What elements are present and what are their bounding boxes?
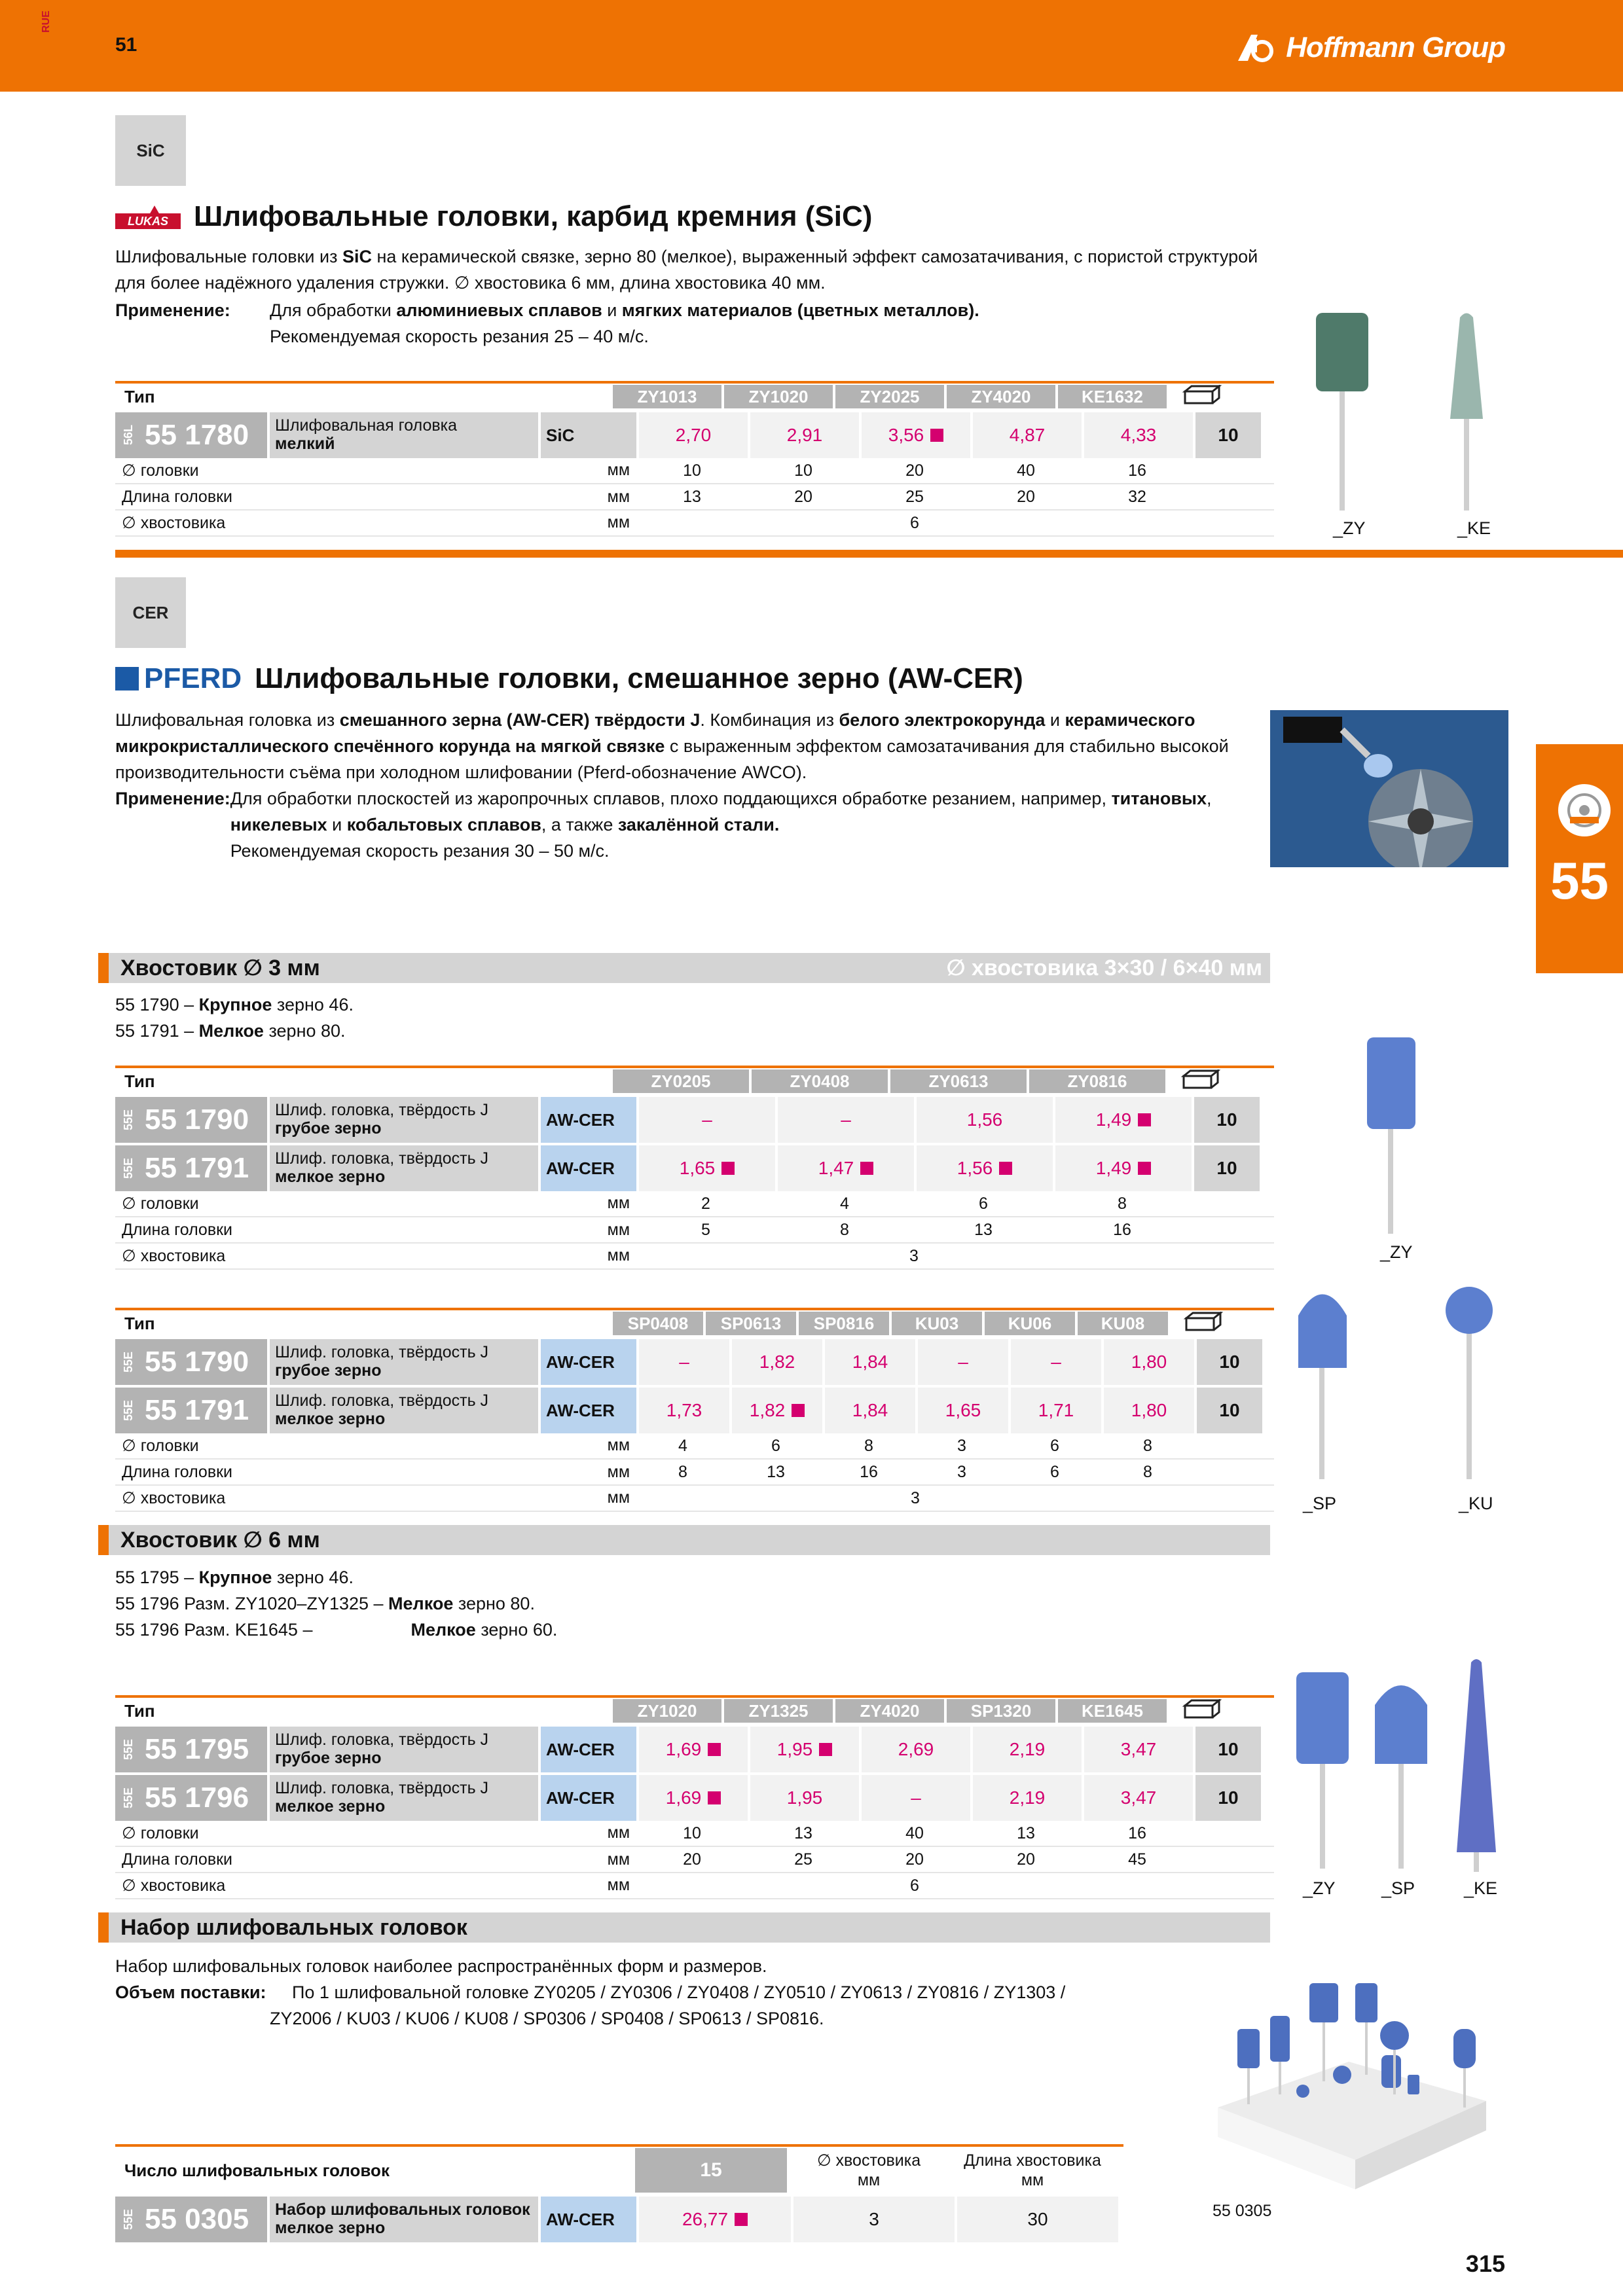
pack-quantity: 10 <box>1197 1339 1262 1385</box>
dimension-value: 20 <box>683 1850 701 1869</box>
dimension-label: ∅ хвостовика мм <box>122 1876 630 1895</box>
material-code: AW-CER <box>541 1727 636 1772</box>
price: 3,47 <box>1084 1727 1193 1772</box>
product-table-set: Число шлифовальных головок 15 ∅ хвостовика мм Длина хвостовика мм 55E 55 0305 Набор шлифовальных головок мелкое зерно AW-CER 26,77 3 30 <box>115 2144 1123 2242</box>
dimension-value: 40 <box>1017 461 1035 480</box>
dimension-value: 20 <box>905 1850 924 1869</box>
price: 1,80 <box>1104 1339 1194 1385</box>
price: 1,69 <box>639 1775 748 1821</box>
product-description: Шлиф. головка, твёрдость J грубое зерно <box>270 1727 538 1772</box>
product-image-set <box>1205 1964 1493 2199</box>
dimension-row <box>115 1433 1274 1460</box>
dimension-value: 6 <box>910 513 919 532</box>
application-photo <box>1270 710 1508 867</box>
column-header: ZY4020 <box>947 385 1055 408</box>
price: 26,77 <box>639 2197 791 2242</box>
dimension-value: 6 <box>1050 1462 1059 1481</box>
product-table-sic <box>115 381 1274 537</box>
column-header: ZY4020 <box>835 1699 944 1723</box>
price: 3,56 <box>862 412 970 458</box>
dimension-label: Длина головки мм <box>122 1850 630 1869</box>
dimension-value: 45 <box>1128 1850 1146 1869</box>
package-icon <box>1169 385 1235 408</box>
dimension-value: 20 <box>794 487 812 506</box>
dimension-row <box>115 1847 1274 1873</box>
material-code: SiC <box>541 412 636 458</box>
dimension-value: 8 <box>678 1462 687 1481</box>
column-header: ZY2025 <box>835 385 944 408</box>
dimension-value: 2 <box>701 1194 710 1213</box>
article-number: 55E 55 1791 <box>115 1388 267 1433</box>
cer-description: Шлифовальная головка из смешанного зерна (AW-CER) твёрдости J. Комбинация из белого электрокорунда и керамического микрокристаллического спечённого корунда на мягкой связке с выраженным эффектом самозатачивания для стабильно высокой производительности съёма при холодном шлифовании (Pferd-обозначение AWCO). <box>115 710 1229 782</box>
price: 1,69 <box>639 1727 748 1772</box>
pferd-logo: PFERD <box>115 662 242 695</box>
package-icon <box>1169 1699 1235 1723</box>
dimension-value: 20 <box>905 461 924 480</box>
dimension-row <box>115 511 1274 537</box>
price: 2,19 <box>973 1775 1082 1821</box>
dimension-row <box>115 1460 1274 1486</box>
column-header: SP0613 <box>706 1312 796 1335</box>
product-image-zy <box>1362 1037 1421 1234</box>
price: – <box>918 1339 1008 1385</box>
table-header <box>115 384 1274 410</box>
sic-description: Шлифовальные головки из SiC на керамической связке, зерно 80 (мелкое), выраженный эффект самозатачивания, с пористой структурой для более надёжного удаления стружки. ∅ хвостовика 6 мм, длина хвостовика 40 мм. <box>115 247 1258 293</box>
table-row <box>115 1145 1274 1191</box>
product-image-ke <box>1450 1656 1503 1872</box>
price: 2,91 <box>750 412 859 458</box>
dimension-value: 13 <box>794 1823 812 1842</box>
dimension-value: 4 <box>678 1436 687 1455</box>
section-bar-title: Хвостовик ∅ 6 мм <box>120 1528 320 1552</box>
section-bar-shank3 <box>98 953 1270 983</box>
table-row <box>115 1097 1274 1143</box>
table-row: 55E 55 0305 Набор шлифовальных головок мелкое зерно AW-CER 26,77 3 30 <box>115 2197 1123 2242</box>
table-row <box>115 412 1274 458</box>
set-description: Набор шлифовальных головок наиболее распространённых форм и размеров. <box>115 1956 767 1976</box>
dimension-label: Длина головки мм <box>122 487 630 506</box>
dimension-value: 3 <box>957 1462 966 1481</box>
pferd-logo-icon <box>115 667 139 691</box>
dimension-value: 6 <box>910 1876 919 1895</box>
grinding-disc-icon <box>1558 784 1611 836</box>
column-header: SP1320 <box>947 1699 1055 1723</box>
product-description: Шлифовальная головка мелкий <box>270 412 538 458</box>
dimension-label: ∅ хвостовика мм <box>122 513 630 532</box>
price: – <box>778 1097 914 1143</box>
section-bar-title: Хвостовик ∅ 3 мм <box>120 956 320 980</box>
price: 1,47 <box>778 1145 914 1191</box>
chapter-number: 55 <box>1550 852 1609 910</box>
package-icon <box>1171 1312 1236 1335</box>
dimension-value: 6 <box>979 1194 988 1213</box>
material-code: AW-CER <box>541 1339 636 1385</box>
dimension-value: 6 <box>771 1436 780 1455</box>
dimension-value: 3 <box>957 1436 966 1455</box>
article-number: 55E 55 1791 <box>115 1145 267 1191</box>
dimension-value: 8 <box>1118 1194 1127 1213</box>
shank-diameter-label: ∅ хвостовика <box>816 2151 921 2170</box>
dimension-label: ∅ головки мм <box>122 1436 630 1455</box>
price: 2,70 <box>639 412 748 458</box>
dimension-value: 20 <box>1017 1850 1035 1869</box>
image-caption-ke: _KE <box>1457 518 1491 538</box>
price: 1,80 <box>1104 1388 1194 1433</box>
column-header: ZY1013 <box>613 385 721 408</box>
material-code: AW-CER <box>541 2197 636 2242</box>
section-bar-title: Набор шлифовальных головок <box>120 1914 467 1940</box>
material-code: AW-CER <box>541 1775 636 1821</box>
product-image-sp <box>1293 1283 1352 1479</box>
price: 2,69 <box>862 1727 970 1772</box>
price: – <box>639 1097 775 1143</box>
dimension-value: 16 <box>860 1462 878 1481</box>
pack-quantity: 10 <box>1195 412 1261 458</box>
dimension-label: ∅ головки мм <box>122 461 630 480</box>
article-number: 55E 55 1796 <box>115 1775 267 1821</box>
type-label: Тип <box>124 1071 155 1091</box>
table-row <box>115 1775 1274 1821</box>
product-image-sp <box>1368 1672 1434 1869</box>
type-label: Тип <box>124 1700 155 1721</box>
image-caption-set: 55 0305 <box>1213 2202 1272 2220</box>
product-table-shank6 <box>115 1695 1274 1899</box>
image-caption-zy: _ZY <box>1303 1878 1336 1898</box>
dimension-value: 3 <box>909 1246 919 1265</box>
column-header: KE1632 <box>1058 385 1167 408</box>
product-description: Шлиф. головка, твёрдость J мелкое зерно <box>270 1775 538 1821</box>
price: 3,47 <box>1084 1775 1193 1821</box>
column-header: SP0816 <box>799 1312 889 1335</box>
table-header <box>115 1310 1274 1336</box>
dimension-row <box>115 1821 1274 1847</box>
article-number: 56L 55 1780 <box>115 412 267 458</box>
price: 1,95 <box>750 1727 859 1772</box>
dimension-value: 16 <box>1128 1823 1146 1842</box>
material-code: AW-CER <box>541 1145 636 1191</box>
price: 1,71 <box>1011 1388 1101 1433</box>
column-header: ZY1325 <box>724 1699 833 1723</box>
pack-quantity: 10 <box>1197 1388 1262 1433</box>
material-code: AW-CER <box>541 1388 636 1433</box>
dimension-row <box>115 1244 1274 1270</box>
section-bar-shank6 <box>98 1525 1270 1555</box>
article-number: 55E 55 0305 <box>115 2197 267 2242</box>
category-tag-cer: CER <box>115 577 186 648</box>
section-title-text: Шлифовальные головки, карбид кремния (SiC) <box>194 200 873 232</box>
price: 1,49 <box>1055 1145 1192 1191</box>
dimension-value: 10 <box>794 461 812 480</box>
column-header: ZY1020 <box>724 385 833 408</box>
image-caption-sp: _SP <box>1303 1494 1337 1513</box>
page-number: 315 <box>1465 2250 1505 2277</box>
dimension-row <box>115 458 1274 484</box>
dimension-label: ∅ хвостовика мм <box>122 1488 630 1507</box>
column-header: SP0408 <box>613 1312 703 1335</box>
dimension-value: 32 <box>1128 487 1146 506</box>
dimension-label: ∅ головки мм <box>122 1823 630 1842</box>
brand-logo <box>1235 31 1505 64</box>
dimension-value: 40 <box>905 1823 924 1842</box>
product-description: Шлиф. головка, твёрдость J мелкое зерно <box>270 1145 538 1191</box>
dimension-value: 8 <box>864 1436 873 1455</box>
region-code: RUE <box>41 10 52 33</box>
price: – <box>1011 1339 1101 1385</box>
package-icon <box>1168 1069 1233 1093</box>
column-header: ZY0816 <box>1029 1069 1165 1093</box>
price: 4,87 <box>973 412 1082 458</box>
price: 1,84 <box>825 1339 915 1385</box>
section-divider <box>115 550 1623 558</box>
price: 1,56 <box>917 1145 1053 1191</box>
dimension-value: 10 <box>683 461 701 480</box>
dimension-value: 25 <box>794 1850 812 1869</box>
category-tag-sic: SiC <box>115 115 186 186</box>
price-mark-icon <box>860 1162 873 1175</box>
count-label: Число шлифовальных головок <box>124 2160 390 2180</box>
product-table-shank3-zy <box>115 1066 1274 1270</box>
table-row <box>115 1727 1274 1772</box>
table-header <box>115 1698 1274 1724</box>
table-row <box>115 1388 1274 1433</box>
price: 1,56 <box>917 1097 1053 1143</box>
price-mark-icon <box>708 1743 721 1756</box>
product-description: Шлиф. головка, твёрдость J грубое зерно <box>270 1097 538 1143</box>
dimension-value: 4 <box>840 1194 849 1213</box>
shank6-notes: 55 1795 – Крупное зерно 46. 55 1796 Разм. ZY1020–ZY1325 – Мелкое зерно 80. 55 1796 Разм. KE1645 – Мелкое зерно 60. <box>115 1568 558 1640</box>
price-mark-icon <box>930 429 943 442</box>
dimension-row <box>115 1873 1274 1899</box>
price-mark-icon <box>819 1743 832 1756</box>
dimension-row <box>115 484 1274 511</box>
dimension-row <box>115 1217 1274 1244</box>
image-caption-ku: _KU <box>1459 1494 1493 1513</box>
price: 1,84 <box>825 1388 915 1433</box>
section-bar-set <box>98 1912 1270 1943</box>
dimension-value: 25 <box>905 487 924 506</box>
dimension-value: 13 <box>974 1220 993 1239</box>
pack-quantity: 10 <box>1195 1727 1261 1772</box>
article-number: 55E 55 1795 <box>115 1727 267 1772</box>
product-table-shank3-sp-ku <box>115 1308 1274 1512</box>
price: 1,65 <box>639 1145 775 1191</box>
product-description: Шлиф. головка, твёрдость J мелкое зерно <box>270 1388 538 1433</box>
column-header: KE1645 <box>1058 1699 1167 1723</box>
dimension-value: 6 <box>1050 1436 1059 1455</box>
dimension-value: 5 <box>701 1220 710 1239</box>
dimension-value: 16 <box>1128 461 1146 480</box>
section-title-sic <box>115 200 872 233</box>
hoffmann-logo-icon <box>1235 31 1281 64</box>
dimension-label: ∅ хвостовика мм <box>122 1246 630 1265</box>
article-number: 55E 55 1790 <box>115 1339 267 1385</box>
shank-length-label: Длина хвостовика <box>964 2151 1101 2170</box>
column-header: ZY0613 <box>890 1069 1027 1093</box>
shank-diameter-value: 3 <box>793 2197 955 2242</box>
image-caption-zy: _ZY <box>1380 1242 1413 1262</box>
catalog-page-number: 51 <box>115 34 137 56</box>
product-image-ke <box>1440 308 1493 511</box>
dimension-value: 10 <box>683 1823 701 1842</box>
price: 1,82 <box>732 1388 822 1433</box>
price: 1,73 <box>639 1388 729 1433</box>
type-label: Тип <box>124 1313 155 1333</box>
price-mark-icon <box>1138 1162 1151 1175</box>
lukas-logo: LUKAS <box>115 204 181 229</box>
price-mark-icon <box>999 1162 1012 1175</box>
column-header: KU06 <box>985 1312 1075 1335</box>
dimension-value: 16 <box>1113 1220 1131 1239</box>
brand-name: Hoffmann Group <box>1286 31 1505 63</box>
dimension-row <box>115 1191 1274 1217</box>
price-mark-icon <box>1138 1113 1151 1126</box>
product-image-zy <box>1290 1672 1355 1869</box>
price: – <box>862 1775 970 1821</box>
dimension-value: 20 <box>1017 487 1035 506</box>
dimension-value: 13 <box>1017 1823 1035 1842</box>
image-caption-ke: _KE <box>1464 1878 1498 1898</box>
price: 1,49 <box>1055 1097 1192 1143</box>
price: 1,65 <box>918 1388 1008 1433</box>
material-code: AW-CER <box>541 1097 636 1143</box>
product-image-zy <box>1309 308 1375 511</box>
product-description: Шлиф. головка, твёрдость J грубое зерно <box>270 1339 538 1385</box>
dimension-value: 8 <box>1143 1462 1152 1481</box>
dimension-label: Длина головки мм <box>122 1220 630 1239</box>
table-row <box>115 1339 1274 1385</box>
price: 1,82 <box>732 1339 822 1385</box>
section-title-cer <box>115 662 1023 695</box>
shank-length-value: 30 <box>957 2197 1118 2242</box>
type-label: Тип <box>124 386 155 406</box>
sic-application: Применение: Для обработки алюминиевых сплавов и мягких материалов (цветных металлов). Рекомендуемая скорость резания 25 – 40 м/с. <box>115 300 979 346</box>
price-mark-icon <box>721 1162 735 1175</box>
price: 2,19 <box>973 1727 1082 1772</box>
dimension-row <box>115 1486 1274 1512</box>
image-caption-sp: _SP <box>1381 1878 1415 1898</box>
column-header: ZY0205 <box>613 1069 749 1093</box>
price-mark-icon <box>708 1791 721 1804</box>
price: – <box>639 1339 729 1385</box>
price: 4,33 <box>1084 412 1193 458</box>
price-mark-icon <box>735 2213 748 2226</box>
column-header: ZY1020 <box>613 1699 721 1723</box>
dimension-value: 13 <box>767 1462 785 1481</box>
count-value: 15 <box>635 2148 787 2193</box>
column-header: KU08 <box>1078 1312 1168 1335</box>
section-bar-subtitle: ∅ хвостовика 3×30 / 6×40 мм <box>946 956 1262 980</box>
table-header <box>115 1068 1274 1094</box>
column-header: ZY0408 <box>752 1069 888 1093</box>
pack-quantity: 10 <box>1194 1145 1260 1191</box>
product-image-ku <box>1440 1283 1499 1479</box>
dimension-value: 8 <box>1143 1436 1152 1455</box>
price: 1,95 <box>750 1775 859 1821</box>
dimension-value: 3 <box>911 1488 920 1507</box>
pack-quantity: 10 <box>1194 1097 1260 1143</box>
dimension-value: 8 <box>840 1220 849 1239</box>
price-mark-icon <box>792 1404 805 1417</box>
column-header: KU03 <box>892 1312 982 1335</box>
dimension-label: ∅ головки мм <box>122 1194 630 1213</box>
shank3-notes: 55 1790 – Крупное зерно 46. 55 1791 – Мелкое зерно 80. <box>115 995 354 1041</box>
dimension-label: Длина головки мм <box>122 1462 630 1481</box>
section-title-text: Шлифовальные головки, смешанное зерно (AW-CER) <box>255 662 1023 694</box>
image-caption-zy: _ZY <box>1333 518 1366 538</box>
article-number: 55E 55 1790 <box>115 1097 267 1143</box>
cer-application: Применение: Для обработки плоскостей из жаропрочных сплавов, плохо поддающихся обработке резанием, например, титановых, никелевых и кобальтовых сплавов, а также закалённой стали. Рекомендуемая скорость резания 30 – 50 м/с. <box>115 789 1212 861</box>
set-scope: Объем поставки: По 1 шлифовальной головке ZY0205 / ZY0306 / ZY0408 / ZY0510 / ZY0613 / ZY0816 / ZY1303 / ZY2006 / KU03 / KU06 / KU08 / SP0306 / SP0408 / SP0613 / SP0816. <box>115 1982 1066 2028</box>
dimension-value: 13 <box>683 487 701 506</box>
pack-quantity: 10 <box>1195 1775 1261 1821</box>
